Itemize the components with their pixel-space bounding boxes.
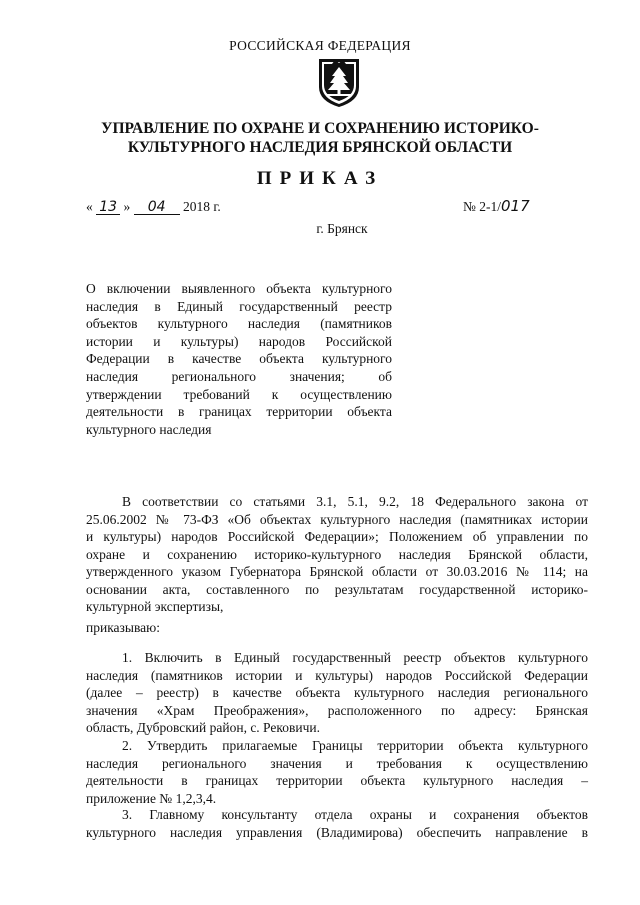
subject-line: наследия в Единый государственный реестр bbox=[86, 298, 392, 314]
preamble-line: утвержденного указом Губернатора Брянской области от 30.03.2016 № 114; на bbox=[86, 564, 588, 579]
subject-line: О включении выявленного объекта культурного bbox=[86, 281, 392, 296]
preamble-paragraph bbox=[86, 493, 588, 616]
order-number-prefix: № 2-1/ bbox=[463, 199, 502, 214]
item-line: деятельности в границах территории объекта культурного наследия – bbox=[86, 773, 588, 788]
item-line: приложение № 1,2,3,4. bbox=[86, 790, 217, 806]
agency-title bbox=[0, 119, 640, 157]
order-number-handwritten: 017 bbox=[501, 197, 530, 215]
order-item-3 bbox=[86, 806, 588, 841]
document-type-title: ПРИКАЗ bbox=[256, 168, 384, 189]
preamble-line: 25.06.2002 № 73-ФЗ «Об объектах культурного наследия (памятниках истории bbox=[86, 511, 588, 527]
subject-line: Федерации в качестве объекта культурного bbox=[86, 351, 392, 367]
subject-line: наследия регионального значения; об bbox=[86, 368, 392, 384]
subject-line: истории и культуры) народов Российской bbox=[86, 333, 392, 349]
date-day: 13 bbox=[96, 200, 120, 215]
date-year: 2018 г. bbox=[183, 199, 221, 214]
preamble-line: основании акта, составленного по результатам государственной историко- bbox=[86, 581, 588, 597]
date-month: 04 bbox=[134, 200, 180, 215]
subject-line: объектов культурного наследия (памятников bbox=[86, 316, 392, 332]
order-number bbox=[463, 199, 530, 215]
item-line: культурного наследия управления (Владимирова) обеспечить направление в bbox=[86, 824, 588, 840]
item-line: (далее – реестр) в качестве объекта культурного наследия регионального bbox=[86, 685, 588, 700]
preamble-line: культурной экспертизы, bbox=[86, 599, 224, 614]
item-line: 3. Главному консультанту отдела охраны и сохранения объектов bbox=[122, 807, 588, 822]
date-quote-close: » bbox=[123, 199, 131, 214]
subject-line: утверждении требований к осуществлению bbox=[86, 386, 392, 402]
order-item-1 bbox=[86, 649, 588, 737]
order-word-text: приказываю: bbox=[86, 620, 160, 635]
agency-title-line: УПРАВЛЕНИЕ ПО ОХРАНЕ И СОХРАНЕНИЮ ИСТОРИКО- bbox=[101, 120, 539, 137]
item-line: 2. Утвердить прилагаемые Границы территории объекта культурного bbox=[122, 738, 588, 753]
preamble-line: охране и сохранению историко-культурного наследия Брянской области, bbox=[86, 546, 588, 562]
order-date bbox=[86, 199, 221, 215]
preamble-line: В соответствии со статьями 3.1, 5.1, 9.2, 18 Федерального закона от bbox=[122, 494, 588, 509]
item-line: значения «Храм Преображения», расположенного по адресу: Брянская bbox=[86, 702, 588, 718]
subject-line: культурного наследия bbox=[86, 421, 212, 437]
item-line: наследия регионального значения и требования к осуществлению bbox=[86, 755, 588, 771]
preamble-line: и культуры) народов Российской Федерации»; Положением об управлении по bbox=[86, 529, 588, 544]
item-line: область, Дубровский район, с. Рековичи. bbox=[86, 720, 320, 735]
order-item-2 bbox=[86, 737, 588, 807]
subject-line: деятельности в границах территории объекта bbox=[86, 404, 392, 420]
date-quote-open: « bbox=[86, 199, 93, 214]
agency-title-line: КУЛЬТУРНОГО НАСЛЕДИЯ БРЯНСКОЙ ОБЛАСТИ bbox=[127, 139, 513, 156]
item-line: 1. Включить в Единый государственный реестр объектов культурного bbox=[122, 650, 588, 665]
order-city: г. Брянск bbox=[316, 221, 368, 236]
item-line: наследия (памятников истории и культуры) народов Российской Федерации bbox=[86, 667, 588, 683]
federation-header: РОССИЙСКАЯ ФЕДЕРАЦИЯ bbox=[229, 38, 411, 53]
order-word bbox=[86, 619, 588, 637]
order-subject bbox=[86, 280, 392, 438]
bryansk-coat-of-arms-icon bbox=[315, 57, 363, 109]
